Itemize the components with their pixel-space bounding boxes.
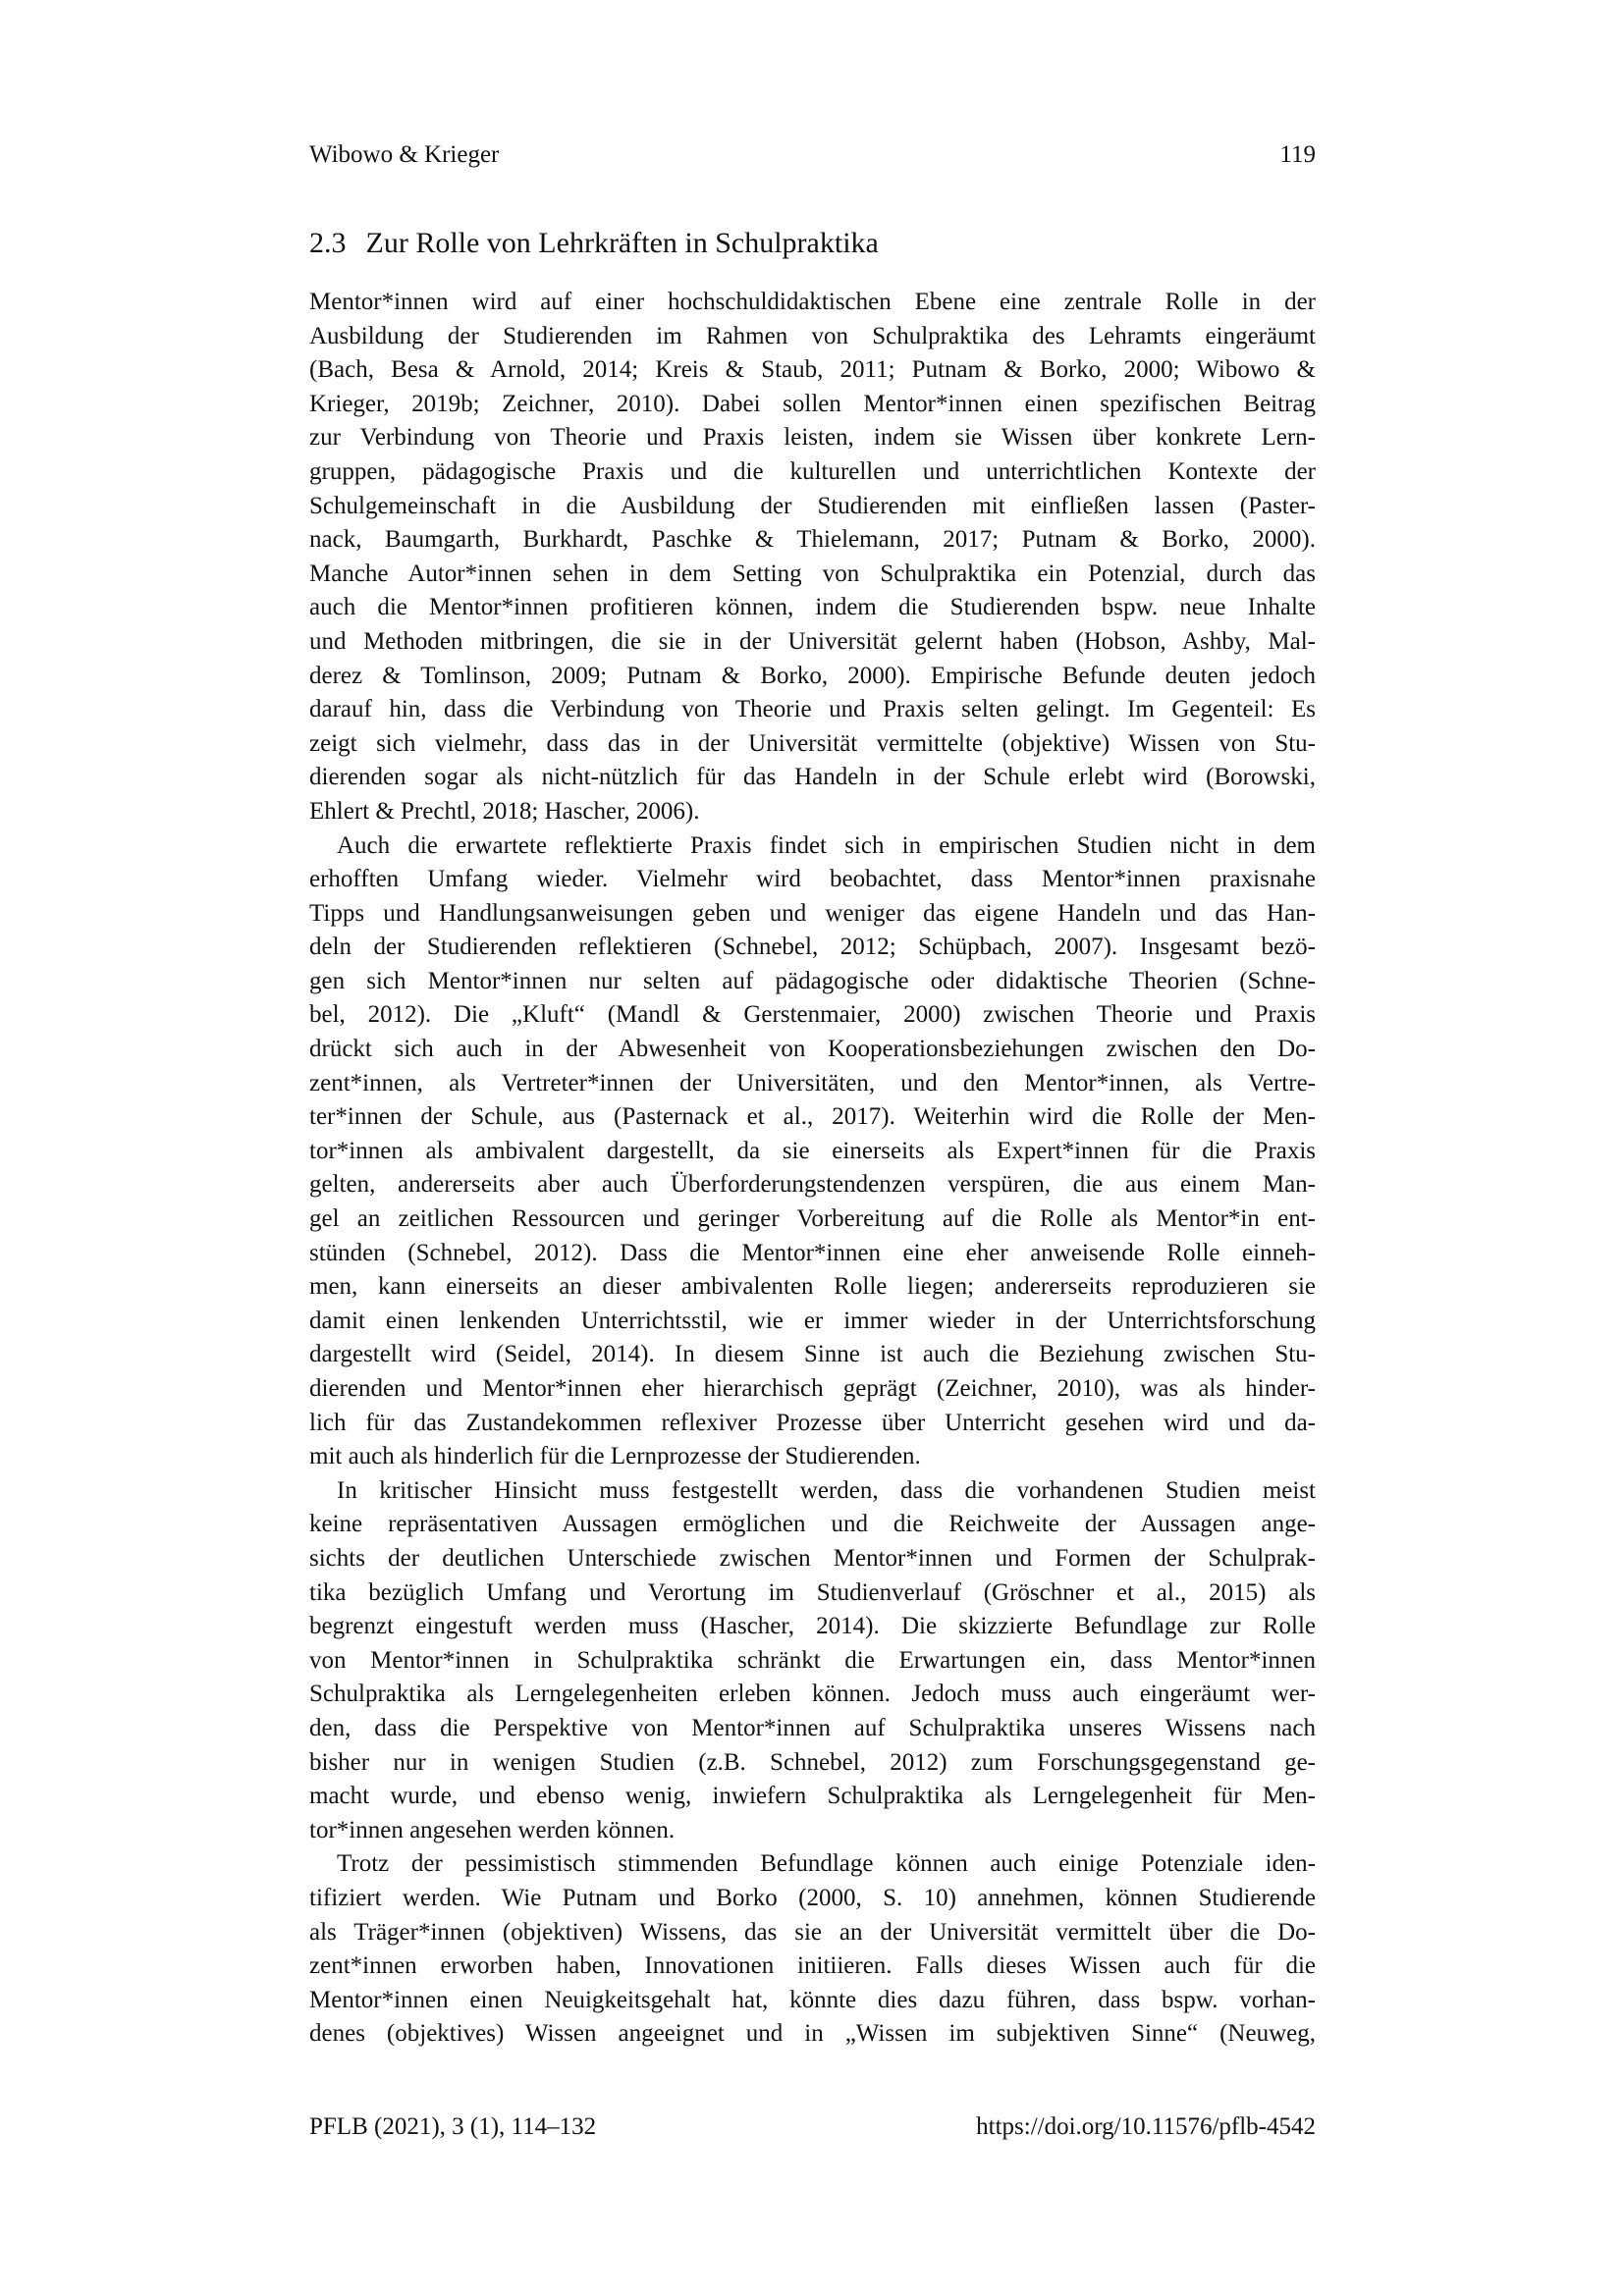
text-line: zent*innen erworben haben, Innovationen initiieren. Falls dieses Wissen auch für die — [309, 1952, 1316, 1980]
text-line: als Träger*innen (objektiven) Wissens, das sie an der Universität vermittelt über die Do- — [309, 1918, 1316, 1946]
text-line: Trotz der pessimistisch stimmenden Befundlage können auch einige Potenziale iden- — [337, 1850, 1316, 1878]
text-line: Auch die erwartete reflektierte Praxis findet sich in empirischen Studien nicht in dem — [337, 831, 1316, 859]
text-line: (Bach, Besa & Arnold, 2014; Kreis & Staub, 2011; Putnam & Borko, 2000; Wibowo & — [309, 356, 1316, 384]
text-line: Mentor*innen wird auf einer hochschuldidaktischen Ebene eine zentrale Rolle in der — [309, 289, 1316, 315]
paragraph — [309, 1847, 1316, 2052]
text-line: keine repräsentativen Aussagen ermöglichen und die Reichweite der Aussagen ange- — [309, 1511, 1316, 1538]
text-line: Ehlert & Prechtl, 2018; Hascher, 2006). — [309, 797, 700, 825]
text-line: erhofften Umfang wieder. Vielmehr wird beobachtet, dass Mentor*innen praxisnahe — [309, 866, 1316, 893]
text-line: gelten, andererseits aber auch Überforderungstendenzen verspüren, die aus einem Man- — [309, 1171, 1316, 1199]
text-line: dargestellt wird (Seidel, 2014). In diesem Sinne ist auch die Beziehung zwischen Stu- — [309, 1341, 1316, 1368]
text-line: deln der Studierenden reflektieren (Schnebel, 2012; Schüpbach, 2007). Insgesamt bezö- — [309, 934, 1316, 961]
text-line: den, dass die Perspektive von Mentor*innen auf Schulpraktika unseres Wissens nach — [309, 1714, 1316, 1741]
text-line: gel an zeitlichen Ressourcen und geringer Vorbereitung auf die Rolle als Mentor*in ent- — [309, 1205, 1316, 1233]
text-line: Ausbildung der Studierenden im Rahmen von Schulpraktika des Lehramts eingeräumt — [309, 322, 1316, 349]
text-line: Manche Autor*innen sehen in dem Setting von Schulpraktika ein Potenzial, durch das — [309, 560, 1316, 587]
section-number: 2.3 — [309, 227, 347, 259]
text-line: dierenden und Mentor*innen eher hierarchisch geprägt (Zeichner, 2010), was als hinder- — [309, 1375, 1316, 1402]
text-line: stünden (Schnebel, 2012). Dass die Mentor*innen eine eher anweisende Rolle einneh- — [309, 1239, 1316, 1266]
section-title: Zur Rolle von Lehrkräften in Schulpraktika — [365, 227, 879, 259]
text-line: zent*innen, als Vertreter*innen der Universitäten, und den Mentor*innen, als Vertre- — [309, 1069, 1316, 1096]
text-line: tor*innen als ambivalent dargestellt, da sie einerseits als Expert*innen für die Praxis — [309, 1137, 1316, 1164]
text-line: tor*innen angesehen werden können. — [309, 1816, 676, 1843]
running-title: Wibowo & Krieger — [309, 141, 500, 168]
text-line: mit auch als hinderlich für die Lernprozesse der Studierenden. — [309, 1443, 921, 1470]
text-line: von Mentor*innen in Schulpraktika schränkt die Erwartungen ein, dass Mentor*innen — [309, 1646, 1316, 1674]
section-heading — [309, 226, 1316, 261]
text-line: darauf hin, dass die Verbindung von Theorie und Praxis selten gelingt. Im Gegenteil: Es — [309, 696, 1316, 723]
text-line: bisher nur in wenigen Studien (z.B. Schnebel, 2012) zum Forschungsgegenstand ge- — [309, 1748, 1316, 1776]
doi-link[interactable]: https://doi.org/10.11576/pflb-4542 — [976, 2113, 1316, 2140]
text-line: Schulpraktika als Lerngelegenheiten erleben können. Jedoch muss auch eingeräumt wer- — [309, 1681, 1316, 1708]
text-line: und Methoden mitbringen, die sie in der Universität gelernt haben (Hobson, Ashby, Mal- — [309, 627, 1316, 655]
text-line: begrenzt eingestuft werden muss (Hascher, 2014). Die skizzierte Befundlage zur Rolle — [309, 1613, 1316, 1640]
text-line: tifiziert werden. Wie Putnam und Borko (2000, S. 10) annehmen, können Studierende — [309, 1884, 1316, 1911]
text-line: tika bezüglich Umfang und Verortung im Studienverlauf (Gröschner et al., 2015) als — [309, 1578, 1316, 1606]
text-line: lich für das Zustandekommen reflexiver Prozesse über Unterricht gesehen wird und da- — [309, 1409, 1316, 1436]
running-header — [309, 140, 1316, 170]
text-line: drückt sich auch in der Abwesenheit von Kooperationsbeziehungen zwischen den Do- — [309, 1036, 1316, 1063]
text-line: bel, 2012). Die „Kluft“ (Mandl & Gerstenmaier, 2000) zwischen Theorie und Praxis — [309, 1001, 1316, 1029]
footer-citation: PFLB (2021), 3 (1), 114–132 — [309, 2113, 597, 2140]
page-number: 119 — [1279, 141, 1316, 168]
text-line: men, kann einerseits an dieser ambivalenten Rolle liegen; andererseits reproduzieren sie — [309, 1273, 1316, 1301]
text-line: Schulgemeinschaft in die Ausbildung der Studierenden mit einfließen lassen (Paster- — [309, 492, 1316, 519]
text-line: macht wurde, und ebenso wenig, inwiefern Schulpraktika als Lerngelegenheit für Men- — [309, 1783, 1316, 1810]
text-line: damit einen lenkenden Unterrichtsstil, wie er immer wieder in der Unterrichtsforschung — [309, 1307, 1316, 1334]
text-line: Tipps und Handlungsanweisungen geben und weniger das eigene Handeln und das Han- — [309, 899, 1316, 927]
text-line: zeigt sich vielmehr, dass das in der Universität vermittelte (objektive) Wissen von Stu- — [309, 729, 1316, 757]
text-line: ter*innen der Schule, aus (Pasternack et al., 2017). Weiterhin wird die Rolle der Men- — [309, 1103, 1316, 1131]
text-line: derez & Tomlinson, 2009; Putnam & Borko, 2000). Empirische Befunde deuten jedoch — [309, 662, 1316, 689]
text-line: auch die Mentor*innen profitieren können, indem die Studierenden bspw. neue Inhalte — [309, 594, 1316, 621]
text-line: sichts der deutlichen Unterschiede zwischen Mentor*innen und Formen der Schulprak- — [309, 1544, 1316, 1572]
paragraph — [309, 829, 1316, 1474]
text-line: denes (objektives) Wissen angeeignet und in „Wissen im subjektiven Sinne“ (Neuweg, — [309, 2020, 1316, 2048]
text-line: zur Verbindung von Theorie und Praxis leisten, indem sie Wissen über konkrete Lern- — [309, 424, 1316, 452]
body-text — [309, 286, 1316, 2052]
text-line: gen sich Mentor*innen nur selten auf pädagogische oder didaktische Theorien (Schne- — [309, 967, 1316, 994]
text-line: In kritischer Hinsicht muss festgestellt werden, dass die vorhandenen Studien meist — [337, 1476, 1316, 1504]
text-line: Krieger, 2019b; Zeichner, 2010). Dabei sollen Mentor*innen einen spezifischen Beitrag — [309, 390, 1316, 417]
paragraph — [309, 1474, 1316, 1848]
paragraph — [309, 286, 1316, 829]
text-line: dierenden sogar als nicht-nützlich für das Handeln in der Schule erlebt wird (Borowski, — [309, 764, 1316, 791]
text-line: nack, Baumgarth, Burkhardt, Paschke & Thielemann, 2017; Putnam & Borko, 2000). — [309, 526, 1316, 554]
text-line: Mentor*innen einen Neuigkeitsgehalt hat, könnte dies dazu führen, dass bspw. vorhan- — [309, 1986, 1316, 2013]
text-line: gruppen, pädagogische Praxis und die kulturellen und unterrichtlichen Kontexte der — [309, 457, 1316, 485]
page-footer — [309, 2112, 1316, 2142]
